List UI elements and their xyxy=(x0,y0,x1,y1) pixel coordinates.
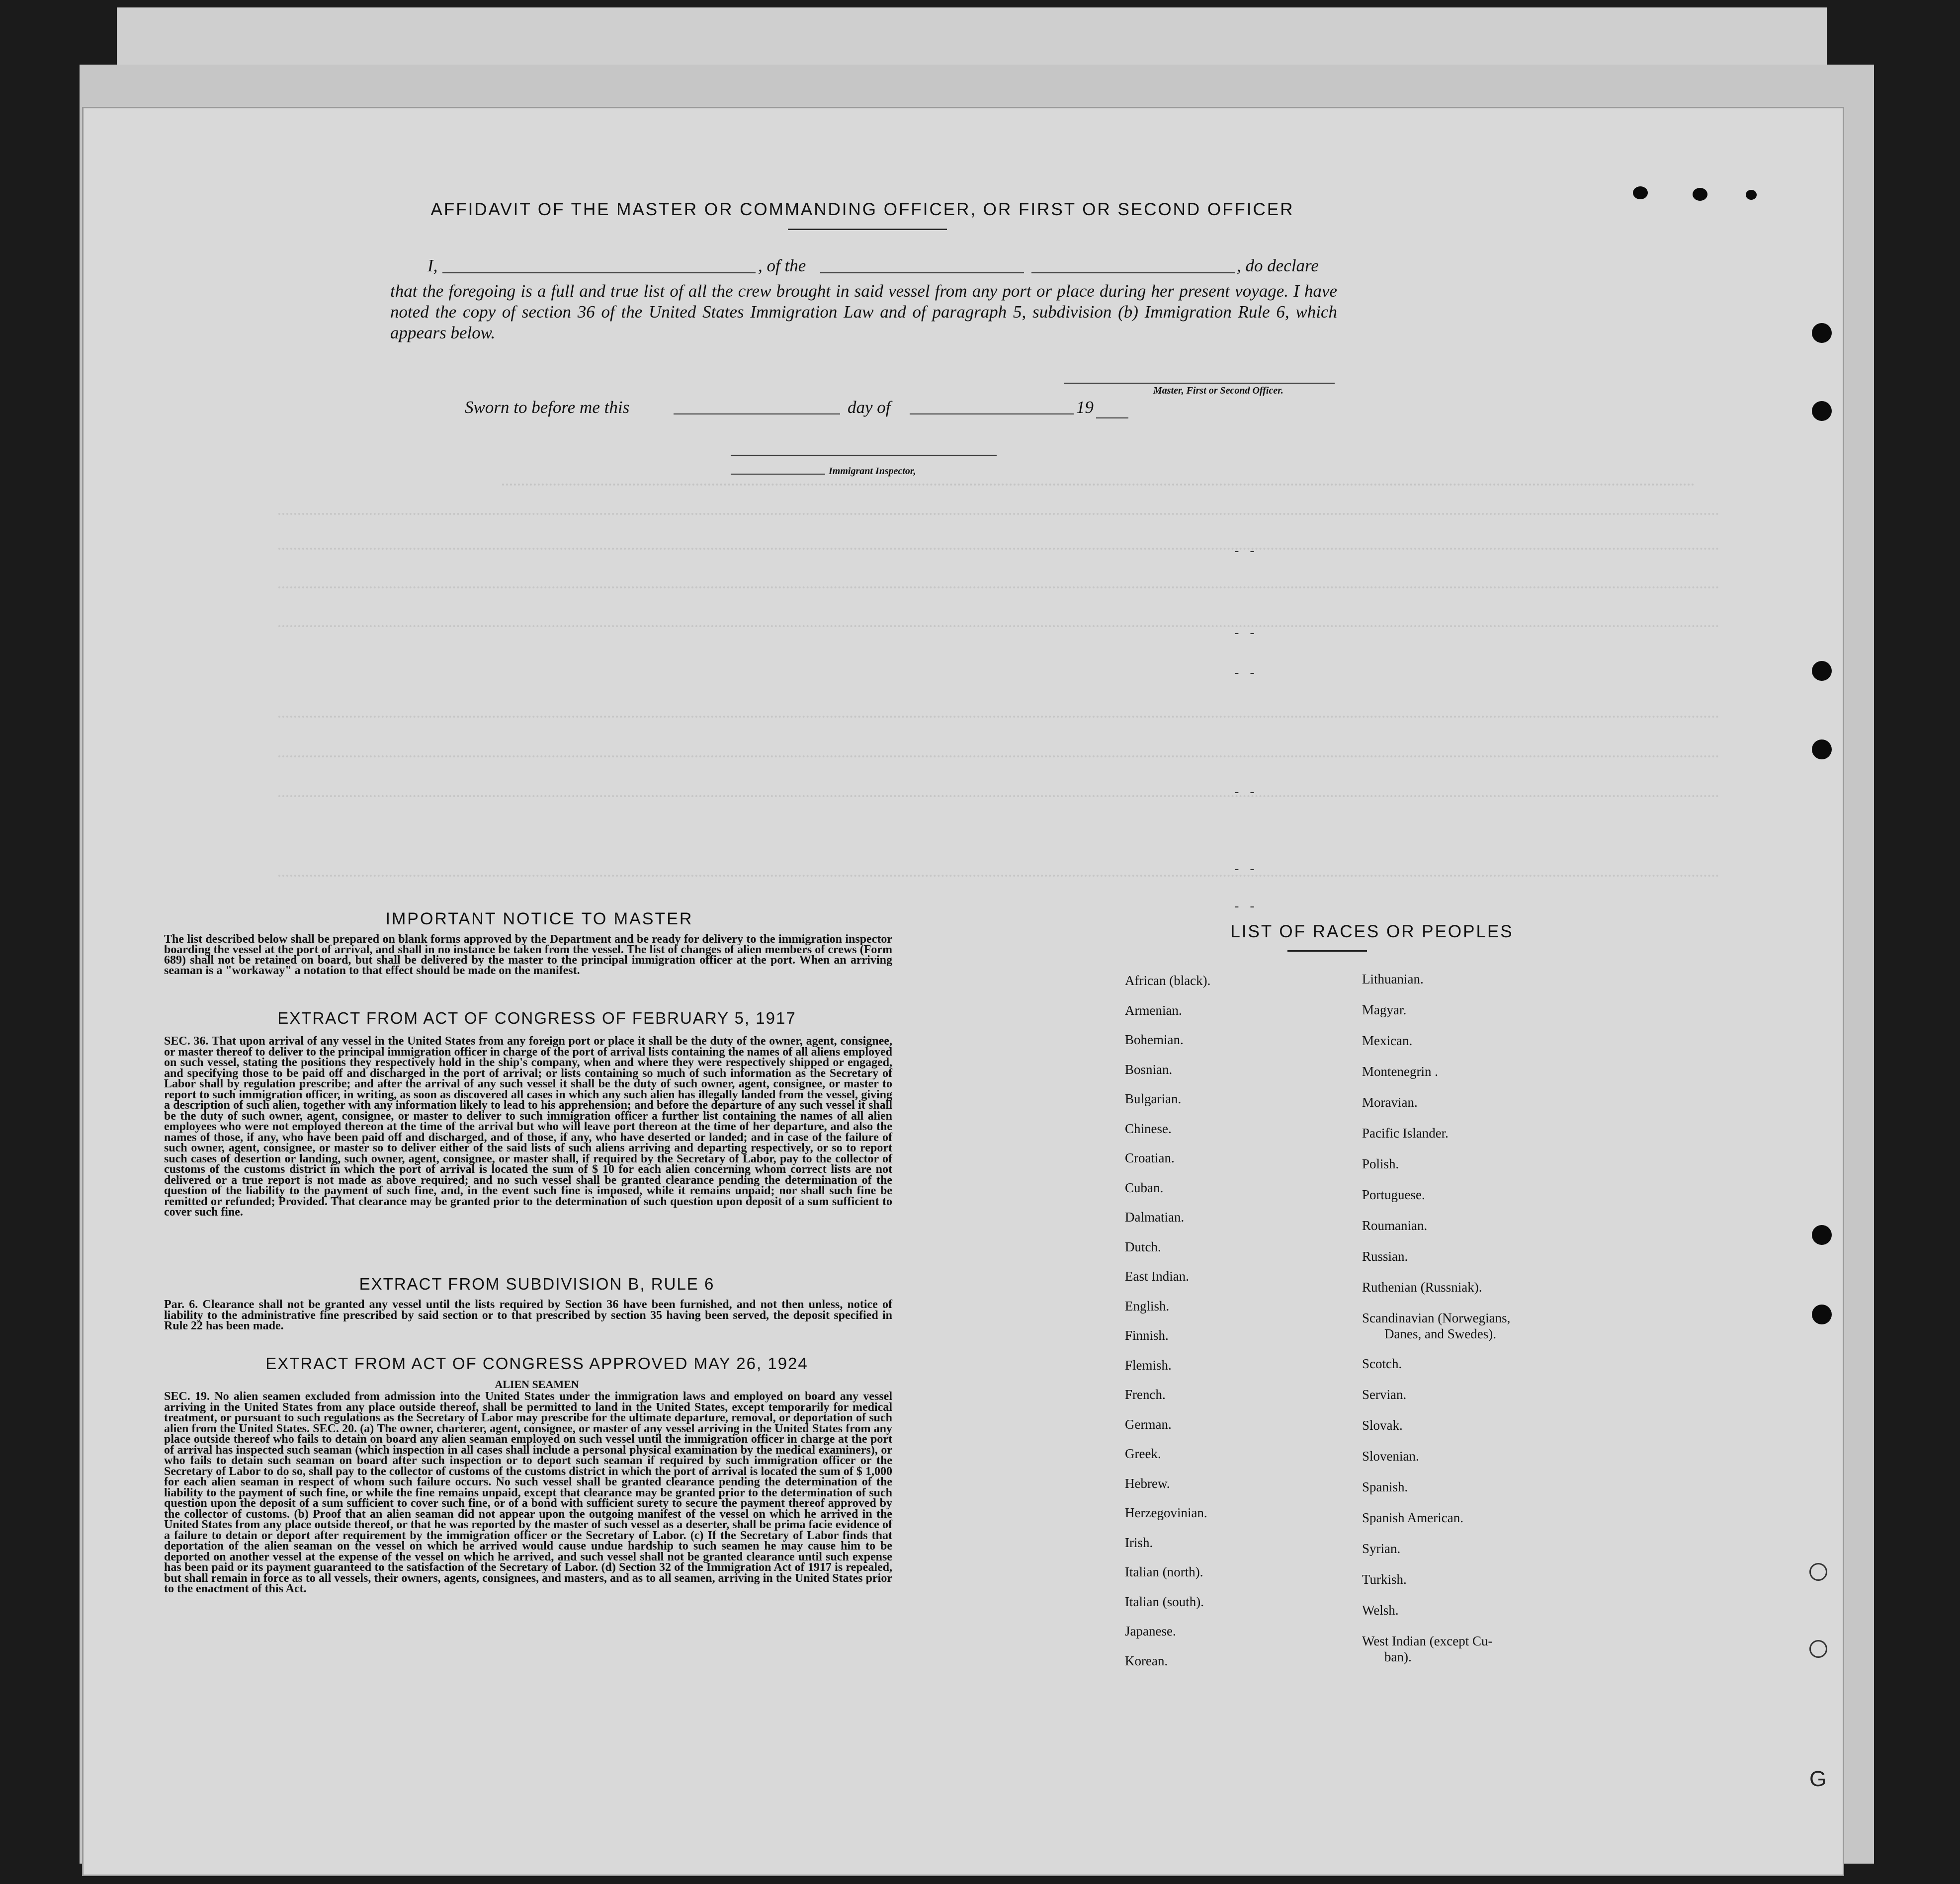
sworn-label: Sworn to before me this xyxy=(465,398,630,417)
race-item: Korean. xyxy=(1125,1653,1168,1668)
race-item: Herzegovinian. xyxy=(1125,1505,1207,1520)
race-item: Hebrew. xyxy=(1125,1475,1170,1491)
race-item: Spanish. xyxy=(1362,1479,1408,1494)
race-item: Greek. xyxy=(1125,1446,1161,1461)
bleed-through-row xyxy=(502,471,1695,486)
races-title-rule xyxy=(1287,950,1367,952)
race-item: Armenian. xyxy=(1125,1002,1182,1018)
act-1924-text: SEC. 19. No alien seamen excluded from admission into the United States under the immigration laws and employed on board any vessel arriving in the United States from any place outside thereof, shall be permitted to land in the United States, except temporarily for medical treatment, or pursuant to such regulations as the Secretary of Labor may prescribe for the ultimate departure, removal, or deportation of such alien from the United States. SEC. 20. (a) The owner, charterer, agent, consignee, or master of any vessel arriving in the United States from any place outside thereof who fails to detain on board any alien seaman employed on such vessel until the immigration officer in charge at the port of arrival has inspected such seaman (which inspection in all cases shall include a personal physical examination by the medical examiners), or who fails to detain such seaman on board after such inspection or to deport such seaman if required by such immigration officer or the Secretary of Labor to do so, shall pay to the collector of customs of the customs district in which the port of arrival is located the sum of $ 1,000 for each alien seaman in respect of whom such failure occurs. No such vessel shall be granted clearance pending the determination of the liability to the payment of such fine, or while the fine remains unpaid, except that clearance may be granted prior to the determination of such question upon the deposit of a sum sufficient to cover such fine, or of a bond with sufficient surety to secure the payment thereof approved by the collector of customs. (b) Proof that an alien seaman did not appear upon the outgoing manifest of the vessel on which he arrived in the United States from any place outside thereof, or that he was reported by the master of such vessel as a deserter, shall be prima facie evidence of a failure to detain or deport after requirement by the immigration officer or the Secretary of Labor. (c) If the Secretary of Labor finds that deportation of the alien seaman on the vessel on which he arrived would cause undue hardship to such seamen he may cause him to be deported on another vessel at the expense of the vessel on which he arrived, and such vessel shall not be granted clearance until such expense has been paid or its payment guaranteed to the satisfaction of the Secretary of Labor. (d) Section 32 of the Immigration Act of 1917 is repealed, but shall remain in force as to all vessels, their owners, agents, consignees, and masters, and as to all seamen, arriving in the United States prior to the enactment of this Act. xyxy=(164,1390,892,1595)
race-item: Irish. xyxy=(1125,1535,1153,1550)
dash-mark: - - xyxy=(1233,900,1256,914)
race-item: English. xyxy=(1125,1298,1170,1313)
race-item: Portuguese. xyxy=(1362,1187,1425,1202)
race-item: African (black). xyxy=(1125,973,1211,988)
race-item: German. xyxy=(1125,1416,1172,1432)
declare-line-start: I, xyxy=(427,256,438,275)
rule6-title: EXTRACT FROM SUBDIVISION B, RULE 6 xyxy=(359,1275,715,1293)
rule6-text: Par. 6. Clearance shall not be granted any vessel until the lists required by Section 36 have been furnished, and not then unless, notice of liability to the administrative fine prescribed by said section or to that prescribed by section 35 having been served, the deposit specified in Rule 22 has been made. xyxy=(164,1298,892,1332)
race-item: French. xyxy=(1125,1387,1166,1402)
race-item: Pacific Islander. xyxy=(1362,1126,1449,1141)
master-signature-label: Master, First or Second Officer. xyxy=(1153,385,1283,396)
race-item: Bohemian. xyxy=(1125,1032,1184,1047)
dash-mark: - - xyxy=(1233,785,1256,800)
race-item: Roumanian. xyxy=(1362,1218,1428,1233)
race-item: Lithuanian. xyxy=(1362,972,1424,986)
race-item: Syrian. xyxy=(1362,1541,1401,1556)
sworn-day-of: day of xyxy=(848,398,891,417)
act-1917-title: EXTRACT FROM ACT OF CONGRESS OF FEBRUARY 5, 1917 xyxy=(277,1009,796,1027)
race-item: Bulgarian. xyxy=(1125,1091,1182,1106)
affidavit-title: AFFIDAVIT OF THE MASTER OR COMMANDING OFFICER, OR FIRST OR SECOND OFFICER xyxy=(430,200,1294,219)
race-item: ban). xyxy=(1384,1649,1412,1664)
race-item: Finnish. xyxy=(1125,1328,1169,1343)
notice-text: The list described below shall be prepared on blank forms approved by the Department and be ready for delivery to the immigration inspector boarding the vessel at the port of arrival, and shall in no instance be taken from the vessel. The list of changes of alien members of crews (Form 689) shall not be retained on board, but shall be delivered by the master to the principal immigration officer at the port. When an arriving seaman is a "workaway" a notation to that effect should be made on the manifest. xyxy=(164,933,892,977)
race-item: Servian. xyxy=(1362,1387,1407,1402)
bleed-through-row xyxy=(278,576,1720,588)
main-sheet xyxy=(82,107,1844,1876)
dash-mark: - - xyxy=(1233,544,1256,559)
race-item: Bosnian. xyxy=(1125,1062,1173,1077)
races-title: LIST OF RACES OR PEOPLES xyxy=(1230,922,1514,941)
master-signature-line xyxy=(1064,383,1335,384)
race-item: Cuban. xyxy=(1125,1180,1164,1195)
punch-hole xyxy=(1633,186,1648,199)
punch-hole xyxy=(1812,323,1832,343)
race-item: Dutch. xyxy=(1125,1239,1161,1254)
sworn-day-blank xyxy=(674,413,840,414)
act-1917-text: SEC. 36. That upon arrival of any vessel in the United States from any foreign port or place it shall be the duty of the owner, agent, consignee, or master thereof to deliver to the principal immigration officer in charge of the port of arrival lists containing the names of all aliens employed on such vessel, stating the positions they respectively hold in the ship's company, when and where they were respectively shipped or engaged, and specifying those to be paid off and discharged in the port of arrival; or lists containing so much of such information as the Secretary of Labor shall by regulation prescribe; and after the arrival of any such vessel it shall be the duty of such owner, agent, consignee, or master to report to such immigration officer, in writing, as soon as discovered all cases in which any such alien has illegally landed from the vessel, giving a description of such alien, together with any information likely to lead to his apprehension; and before the departure of any such vessel it shall be the duty of such owner, agent, consignee, or master to deliver to such immigration officer a further list containing the names of all alien employees who were not employed thereon at the time of the arrival but who will leave port thereon at the time of her departure, and also the names of those, if any, who have been paid off and discharged, and of those, if any, who have deserted or landed; and in case of the failure of such owner, agent, consignee, or master so to deliver either of the said lists of such aliens arriving and departing respectively, or so to report such cases of desertion or landing, such owner, agent, consignee, or master shall, if required by the Secretary of Labor, pay to the collector of customs of the customs district in which the port of arrival is located the sum of $ 10 for each alien concerning whom correct lists are not delivered or a true report is not made as above required; and no such vessel shall be granted clearance pending the determination of the question of the liability to the payment of such fine, and, in the event such fine is imposed, while it remains unpaid; nor shall such fine be remitted or refunded; Provided. That clearance may be granted prior to the determination of such question upon deposit of a sum sufficient to cover such fine. xyxy=(164,1035,892,1219)
dash-mark: - - xyxy=(1233,626,1256,641)
race-item: Welsh. xyxy=(1362,1603,1399,1618)
bleed-through-row xyxy=(278,503,1720,515)
punch-hole xyxy=(1812,401,1832,421)
inspector-label: Immigrant Inspector, xyxy=(829,466,916,477)
race-item: East Indian. xyxy=(1125,1269,1189,1284)
punch-hole xyxy=(1746,190,1757,200)
act-1924-title: EXTRACT FROM ACT OF CONGRESS APPROVED MAY 26, 1924 xyxy=(265,1354,808,1373)
declare-line-end: , do declare xyxy=(1237,256,1319,275)
punch-hole xyxy=(1812,739,1832,759)
sworn-year: 19 xyxy=(1076,398,1094,417)
race-item: Chinese. xyxy=(1125,1121,1172,1136)
race-item: Slovenian. xyxy=(1362,1449,1419,1464)
bleed-through-row xyxy=(278,865,1720,877)
inspector-signature-line xyxy=(731,455,997,456)
race-item: Slovak. xyxy=(1362,1418,1403,1433)
race-item: Montenegrin . xyxy=(1362,1064,1438,1079)
punch-hole xyxy=(1693,188,1707,201)
race-item: Croatian. xyxy=(1125,1150,1175,1165)
race-item: Italian (south). xyxy=(1125,1594,1204,1609)
race-item: Moravian. xyxy=(1362,1095,1418,1110)
bleed-through-row xyxy=(278,785,1720,797)
name-blank xyxy=(442,272,756,273)
vessel-blank-1 xyxy=(820,272,1024,273)
race-item: Magyar. xyxy=(1362,1002,1407,1017)
punch-hole xyxy=(1812,661,1832,681)
race-item: West Indian (except Cu- xyxy=(1362,1634,1493,1648)
dash-mark: - - xyxy=(1233,666,1256,681)
race-item: Japanese. xyxy=(1125,1624,1176,1638)
act-1924-subtitle: ALIEN SEAMEN xyxy=(495,1378,579,1391)
race-item: Scandinavian (Norwegians, xyxy=(1362,1311,1511,1325)
sworn-year-blank xyxy=(1096,417,1128,418)
race-item: Ruthenian (Russniak). xyxy=(1362,1280,1482,1295)
punch-hole xyxy=(1812,1225,1832,1245)
race-item: Dalmatian. xyxy=(1125,1210,1185,1225)
race-item: Turkish. xyxy=(1362,1572,1407,1587)
race-item: Spanish American. xyxy=(1362,1510,1463,1525)
notice-title: IMPORTANT NOTICE TO MASTER xyxy=(385,909,693,928)
bleed-through-row xyxy=(278,538,1720,550)
race-item: Danes, and Swedes). xyxy=(1384,1326,1496,1341)
bleed-through-row xyxy=(278,706,1720,718)
sworn-month-blank xyxy=(910,413,1074,414)
declare-line-of: , of the xyxy=(758,256,806,275)
affidavit-body: that the foregoing is a full and true list of all the crew brought in said vessel from any port or place during her present voyage. I have noted the copy of section 36 of the United States Immigration Law and of paragraph 5, subdivision (b) Immigration Rule 6, which appears below. xyxy=(390,281,1337,342)
bleed-through-row xyxy=(278,615,1720,627)
race-item: Italian (north). xyxy=(1125,1564,1203,1579)
affidavit-title-rule xyxy=(788,229,947,230)
vessel-blank-2 xyxy=(1031,272,1235,273)
race-item: Scotch. xyxy=(1362,1356,1402,1371)
dash-mark: - - xyxy=(1233,862,1256,877)
race-item: Mexican. xyxy=(1362,1033,1413,1048)
punch-hole xyxy=(1812,1305,1832,1324)
race-item: Russian. xyxy=(1362,1249,1408,1264)
race-item: Polish. xyxy=(1362,1156,1399,1171)
race-item: Flemish. xyxy=(1125,1357,1172,1373)
bleed-through-row xyxy=(278,745,1720,757)
punch-hole xyxy=(1809,1640,1827,1658)
punch-hole xyxy=(1809,1563,1827,1581)
corner-mark: G xyxy=(1809,1767,1827,1791)
